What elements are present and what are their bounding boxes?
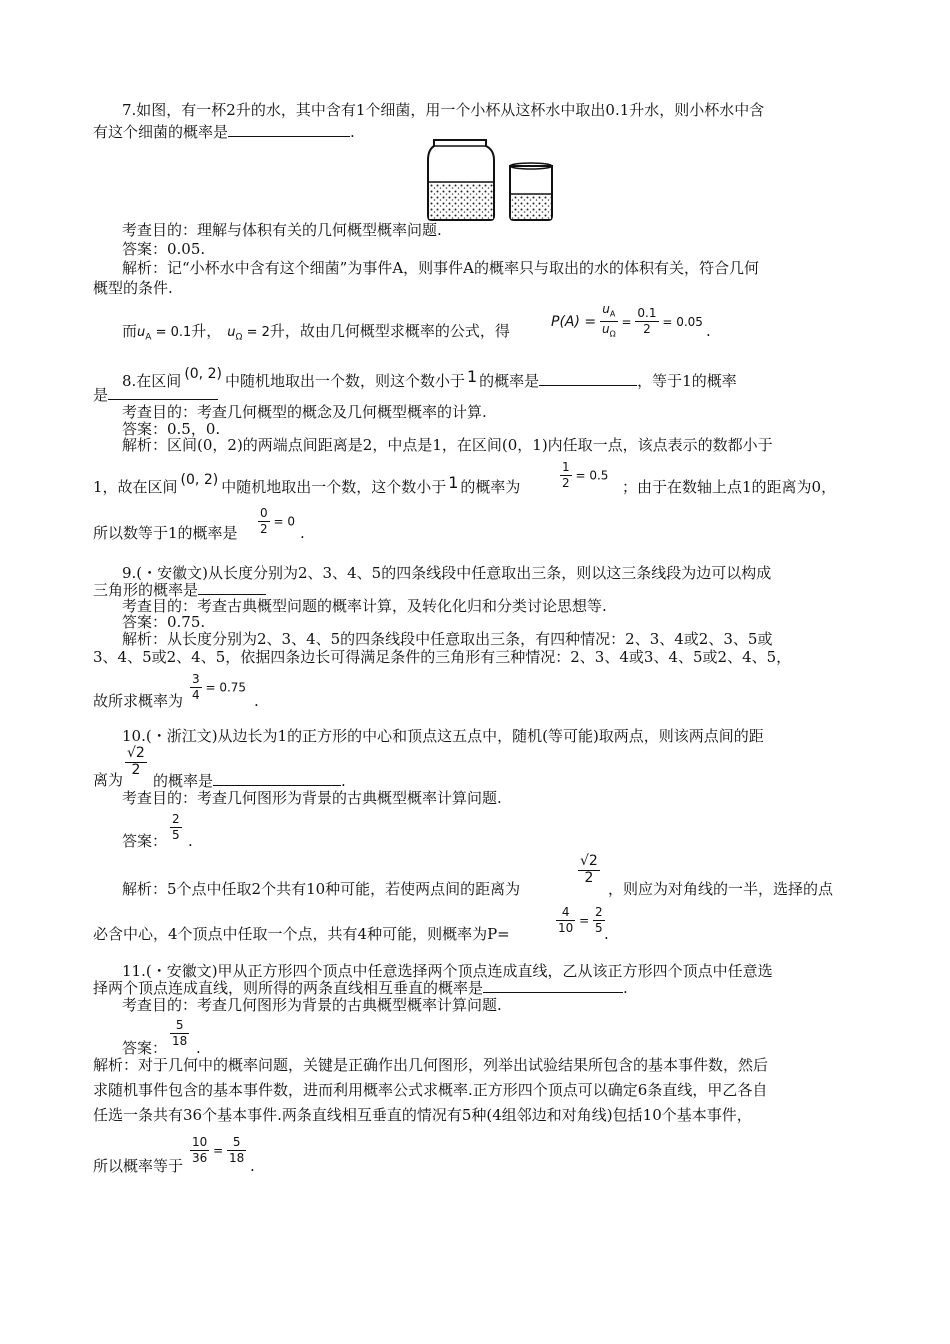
q11-solution-line2: 求随机事件包含的基本事件数，进而利用概率公式求概率.正方形四个顶点可以确定6条直线，甲乙各自	[93, 1081, 768, 1099]
q11-probability-fraction: $\frac{10}{36}$ = $\frac{5}{18}$	[192, 1135, 245, 1165]
q11-solution-line1: 解析：对于几何中的概率问题，关键是正确作出几何图形，列举出试验结果所包含的基本事件数，然后	[93, 1056, 769, 1074]
q9-line1: 9.(・安徽文)从长度分别为2、3、4、5的四条线段中任意取出三条，则以这三条线段为边可以构成	[122, 564, 772, 582]
q8-sol2-text-a: 1，故在区间	[93, 478, 178, 496]
q8-sol2-interval: (0, 2)	[180, 472, 219, 488]
q7-line2	[93, 122, 355, 141]
q10-answer-end: .	[188, 832, 193, 850]
q9-fraction: $\frac{3}{4}$ = 0.75	[192, 672, 247, 702]
q8-line2	[93, 385, 218, 404]
q9-l2-text: 三角形的概率是	[93, 581, 199, 599]
q7-fraction-u: $\frac{u_A}{u_\Omega}$	[601, 302, 616, 339]
q9-solution-line3: 故所求概率为	[93, 692, 184, 710]
q7-uo-formula: $u_\Omega = 2$	[227, 325, 270, 343]
q11-solution-line3: 任选一条共有36个基本事件.两条直线相互垂直的情况有5种(4组邻边和对角线)包括10个基本事件，	[93, 1106, 752, 1124]
q9-solution-line1: 解析：从长度分别为2、3、4、5的四条线段中任意取出三条，有四种情况：2、3、4或2、3、5或	[122, 630, 773, 648]
q8-sol3-end: .	[300, 524, 305, 542]
q10-blank	[213, 771, 341, 786]
q7-fraction-value: $\frac{0.1}{2}$	[637, 306, 657, 337]
q7-sol3-text-c: 升，故由几何概型求概率的公式，得	[269, 322, 510, 340]
q11-answer-fraction: $\frac{5}{18}$	[172, 1018, 188, 1048]
q11-l2-end: .	[623, 979, 628, 997]
q8-l1-text-b: 中随机地取出一个数，则这个数小于	[224, 372, 465, 390]
q10-l2-end: .	[341, 772, 346, 790]
q7-sol3-end: .	[706, 322, 711, 340]
q7-solution-line2: 概型的条件.	[93, 279, 173, 297]
q8-purpose: 考查目的：考查几何概型的概念及几何概型概率的计算.	[122, 403, 487, 421]
q7-line1: 7.如图，有一杯2升的水，其中含有1个细菌，用一个小杯从这杯水中取出0.1升水，则小杯水中含	[122, 101, 765, 119]
q7-solution-line1: 解析：记“小杯水中含有这个细菌”为事件A，则事件A的概率只与取出的水的体积有关，符合几何	[122, 259, 760, 277]
q11-blank	[483, 978, 623, 993]
q11-line2	[93, 978, 628, 997]
q8-sol2-text-b: 中随机地取出一个数，这个数小于	[221, 478, 447, 496]
q8-l1-text-a: 8.在区间	[122, 372, 182, 390]
q9-solution-line2: 3、4、5或2、4、5，依据四条边长可得满足条件的三角形有三种情况：2、3、4或3、4、5或2、4、5，	[93, 648, 792, 666]
q7-probability-formula: P(A) = $\frac{u_A}{u_\Omega}$ = $\frac{0.1}{2}$ = 0.05	[551, 302, 703, 342]
q10-sol-fraction-root2-over-2: $\frac{√2}{2}$	[580, 853, 598, 886]
q8-interval: (0, 2)	[184, 366, 222, 382]
q8-blank-1	[539, 371, 637, 386]
q8-solution-line1: 解析：区间(0，2)的两端点间距离是2，中点是1，在区间(0，1)内任取一点，该点表示的数都小于	[122, 436, 773, 454]
q10-probability-fraction: $\frac{4}{10}$ = $\frac{2}{5}$	[558, 905, 603, 935]
q8-fraction-zero: $\frac{0}{2}$ = 0	[260, 506, 295, 536]
q10-fraction-root2-over-2: $\frac{√2}{2}$	[127, 745, 145, 778]
q9-sol3-end: .	[254, 692, 259, 710]
q10-answer-fraction: $\frac{2}{5}$	[172, 812, 180, 842]
q11-answer-label: 答案：	[122, 1039, 168, 1057]
q10-sol2-end: .	[604, 925, 609, 943]
q8-sol2-text-d: ；由于在数轴上点1的距离为0，	[622, 478, 837, 496]
q8-l1-text-c: 的概率是	[479, 372, 540, 390]
q10-line2-text-a: 离为	[93, 771, 124, 789]
q11-solution-line4: 所以概率等于	[93, 1157, 184, 1175]
q8-fraction-half: $\frac{1}{2}$ = 0.5	[562, 460, 609, 490]
q8-l2-text: 是	[93, 386, 109, 404]
q8-one: 1	[466, 367, 478, 386]
q9-blank	[198, 580, 266, 595]
q7-line2-text: 有这个细菌的概率是	[93, 123, 229, 141]
beaker-cups-figure	[424, 136, 556, 222]
q8-l1-text-d: ，等于1的概率	[637, 372, 737, 390]
q10-solution-line1: 解析：5个点中任取2个共有10种可能，若使两点间的距离为	[122, 880, 521, 898]
q7-purpose: 考查目的：理解与体积有关的几何概型概率问题.	[122, 221, 442, 239]
q10-line1: 10.(・浙江文)从边长为1的正方形的中心和顶点这五点中，随机(等可能)取两点，则该两点间的距	[122, 727, 764, 745]
q8-solution-line2	[93, 472, 521, 497]
q10-purpose: 考查目的：考查几何图形为背景的古典概型概率计算问题.	[122, 789, 502, 807]
q8-blank-2	[108, 385, 218, 400]
q11-sol4-end: .	[250, 1157, 255, 1175]
q11-line1: 11.(・安徽文)甲从正方形四个顶点中任意选择两个顶点连成直线，乙从该正方形四个顶点中任意选	[122, 962, 773, 980]
q7-sol3-text-a: 而	[122, 322, 138, 340]
q11-l2-text: 择两个顶点连成直线，则所得的两条直线相互垂直的概率是	[93, 979, 484, 997]
q11-answer-end: .	[196, 1039, 201, 1057]
q7-sol3-text-b: 升，	[191, 322, 222, 340]
q8-solution-line3: 所以数等于1的概率是	[93, 524, 238, 542]
q10-sol1-text-b: ，则应为对角线的一半，选择的点	[608, 880, 834, 898]
q10-line2	[153, 771, 346, 790]
q9-answer: 答案：0.75.	[122, 613, 206, 631]
q7-answer-blank	[228, 122, 350, 137]
q8-answer: 答案：0.5，0.	[122, 420, 221, 438]
q10-answer-label: 答案：	[122, 832, 168, 850]
q7-ua-formula: $u_A = 0.1$	[137, 325, 192, 343]
q10-solution-line2: 必含中心，4个顶点中任取一个点，共有4种可能，则概率为P=	[93, 925, 510, 943]
q7-solution-line3	[122, 322, 510, 347]
q9-purpose: 考查目的：考查古典概型问题的概率计算，及转化化归和分类讨论思想等.	[122, 597, 607, 615]
q8-sol2-text-c: 的概率为	[460, 478, 521, 496]
q10-l2-text-b: 的概率是	[153, 772, 214, 790]
q8-sol2-one: 1	[448, 473, 459, 492]
q7-answer: 答案：0.05.	[122, 240, 206, 258]
q7-line2-end: .	[350, 123, 355, 141]
q11-purpose: 考查目的：考查几何图形为背景的古典概型概率计算问题.	[122, 996, 502, 1014]
